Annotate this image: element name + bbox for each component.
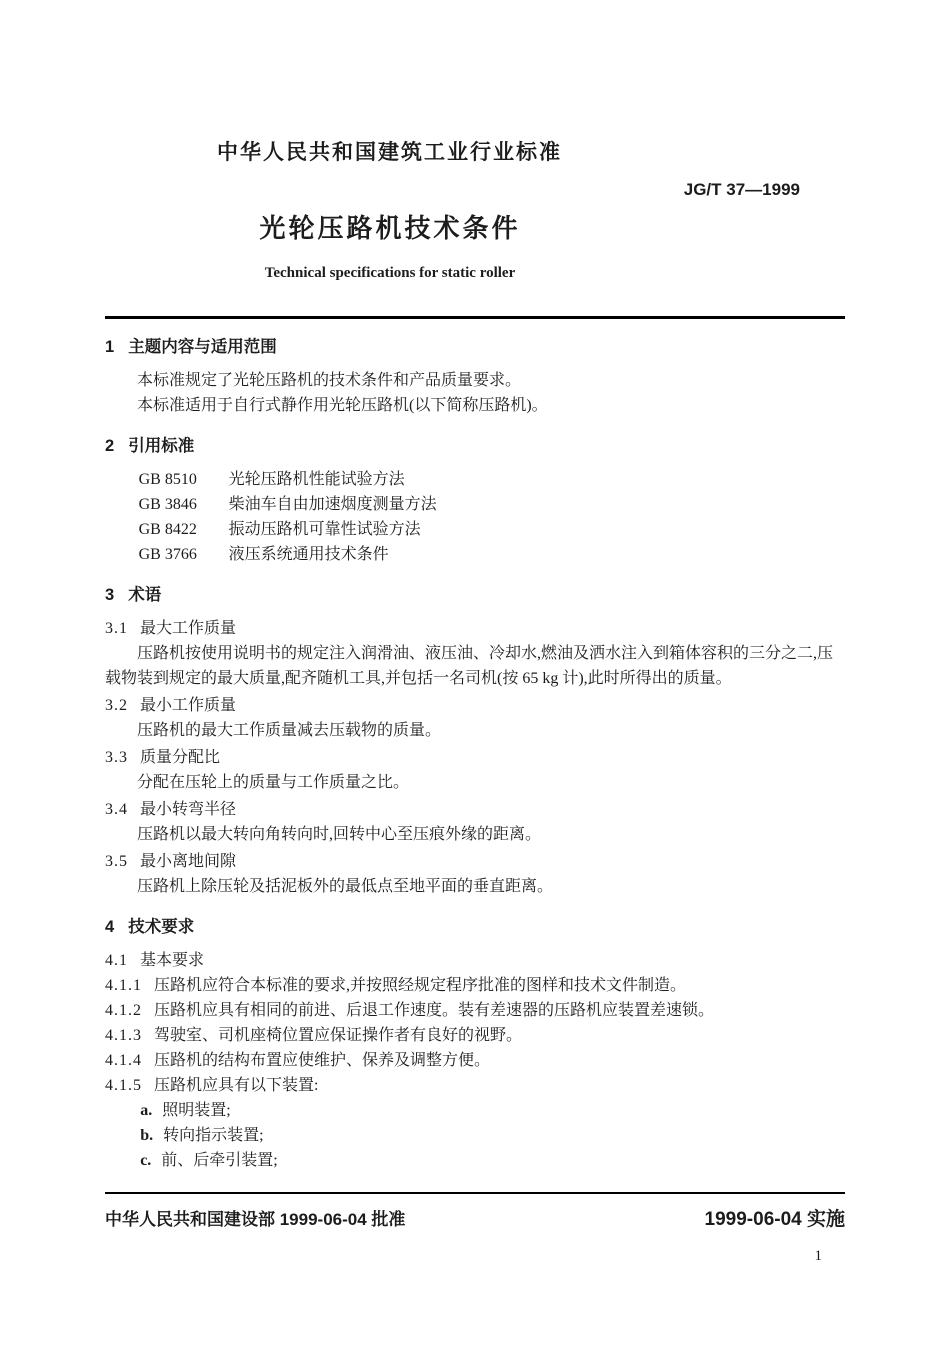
clause-4-1-5 — [105, 1073, 845, 1098]
document-footer — [105, 1192, 845, 1231]
approval-line: 中华人民共和国建设部 1999-06-04 批准 — [105, 1210, 406, 1229]
clause-4-1-3 — [105, 1023, 845, 1048]
term-title: 最小离地间隙 — [140, 853, 237, 870]
subsection-number: 4.1 — [105, 952, 128, 969]
list-item-c — [140, 1148, 845, 1173]
term-definition: 压路机以最大转向角转向时,回转中心至压痕外缘的距离。 — [137, 826, 542, 843]
reference-item — [139, 517, 845, 542]
reference-item — [139, 492, 845, 517]
reference-code: GB 8422 — [138, 521, 197, 538]
reference-code: GB 3766 — [138, 546, 197, 563]
list-text: 前、后牵引装置; — [161, 1152, 278, 1169]
term-heading-3-4 — [105, 797, 845, 822]
term-title: 质量分配比 — [140, 749, 221, 766]
document-title-english: Technical specifications for static roller — [264, 265, 516, 281]
subsection-heading-4-1 — [105, 948, 845, 973]
list-item-a — [140, 1098, 845, 1123]
clause-number: 4.1.2 — [105, 1002, 142, 1019]
term-title: 最小工作质量 — [140, 697, 237, 714]
clause-text: 压路机的结构布置应使维护、保养及调整方便。 — [154, 1052, 491, 1069]
clause-number: 4.1.4 — [105, 1052, 142, 1069]
header-rule — [105, 316, 845, 319]
paragraph: 本标准规定了光轮压路机的技术条件和产品质量要求。 — [137, 372, 522, 389]
term-number: 3.2 — [105, 697, 128, 714]
clause-4-1-1 — [105, 973, 845, 998]
term-definition: 压路机按使用说明书的规定注入润滑油、液压油、冷却水,燃油及洒水注入到箱体容积的三分之二,压载物装到规定的最大质量,配齐随机工具,并包括一名司机(按 65 kg 计),此时所得出的质量。 — [105, 645, 834, 687]
section-number: 2 — [105, 437, 115, 455]
section-1-heading — [105, 335, 845, 360]
section-title: 引用标准 — [128, 437, 195, 455]
term-heading-3-2 — [105, 693, 845, 718]
clause-text: 驾驶室、司机座椅位置应保证操作者有良好的视野。 — [154, 1027, 523, 1044]
reference-name: 光轮压路机性能试验方法 — [228, 471, 405, 488]
list-letter: b. — [140, 1127, 154, 1144]
standard-category-line: 中华人民共和国建筑工业行业标准 — [217, 141, 562, 164]
list-letter: c. — [140, 1152, 152, 1169]
document-header — [0, 136, 950, 319]
section-number: 4 — [105, 918, 115, 936]
page-number: 1 — [814, 1248, 822, 1264]
standard-code: JG/T 37—1999 — [683, 180, 800, 199]
reference-code: GB 3846 — [138, 496, 197, 513]
reference-item — [139, 467, 845, 492]
term-title: 最小转弯半径 — [140, 801, 237, 818]
clause-number: 4.1.5 — [105, 1077, 142, 1094]
clause-number: 4.1.3 — [105, 1027, 142, 1044]
paragraph: 本标准适用于自行式静作用光轮压路机(以下简称压路机)。 — [137, 397, 548, 414]
term-definition: 压路机的最大工作质量减去压载物的质量。 — [137, 722, 442, 739]
implementation-line: 1999-06-04 实施 — [704, 1209, 845, 1230]
reference-item — [139, 542, 845, 567]
reference-name: 液压系统通用技术条件 — [228, 546, 389, 563]
section-number: 3 — [105, 586, 115, 604]
section-title: 技术要求 — [128, 918, 195, 936]
clause-text: 压路机应符合本标准的要求,并按照经规定程序批准的图样和技术文件制造。 — [154, 977, 687, 994]
term-heading-3-3 — [105, 745, 845, 770]
reference-code: GB 8510 — [138, 471, 197, 488]
list-text: 照明装置; — [162, 1102, 231, 1119]
clause-4-1-2 — [105, 998, 845, 1023]
document-body — [0, 335, 950, 1173]
clause-number: 4.1.1 — [105, 977, 142, 994]
reference-name: 柴油车自由加速烟度测量方法 — [228, 496, 437, 513]
section-number: 1 — [105, 338, 115, 356]
list-letter: a. — [140, 1102, 153, 1119]
term-definition: 压路机上除压轮及括泥板外的最低点至地平面的垂直距离。 — [137, 878, 554, 895]
section-4-heading — [105, 915, 845, 940]
section-title: 术语 — [128, 586, 162, 604]
clause-text: 压路机应具有以下装置: — [154, 1077, 319, 1094]
subsection-title: 基本要求 — [140, 952, 205, 969]
clause-4-1-4 — [105, 1048, 845, 1073]
term-number: 3.1 — [105, 620, 128, 637]
list-text: 转向指示装置; — [163, 1127, 264, 1144]
term-title: 最大工作质量 — [140, 620, 237, 637]
term-heading-3-5 — [105, 849, 845, 874]
term-number: 3.3 — [105, 749, 128, 766]
reference-name: 振动压路机可靠性试验方法 — [228, 521, 421, 538]
term-number: 3.4 — [105, 801, 128, 818]
list-item-b — [140, 1123, 845, 1148]
term-number: 3.5 — [105, 853, 128, 870]
clause-text: 压路机应具有相同的前进、后退工作速度。装有差速器的压路机应装置差速锁。 — [154, 1002, 715, 1019]
section-2-heading — [105, 434, 845, 459]
section-3-heading — [105, 583, 845, 608]
term-definition: 分配在压轮上的质量与工作质量之比。 — [137, 774, 410, 791]
term-heading-3-1 — [105, 616, 845, 641]
section-title: 主题内容与适用范围 — [128, 338, 277, 356]
document-title: 光轮压路机技术条件 — [259, 213, 521, 243]
